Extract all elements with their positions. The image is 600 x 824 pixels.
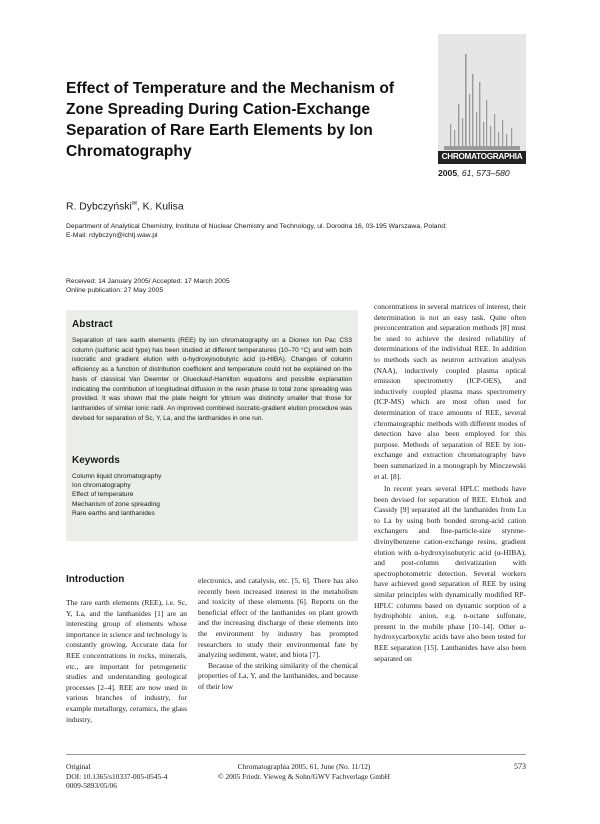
issue-year: 2005 — [438, 168, 458, 178]
page-number: 573 — [514, 762, 526, 771]
keyword-item: Effect of temperature — [72, 491, 134, 499]
affiliation-block — [66, 222, 526, 241]
journal-logo-text: CHROMATOGRAPHIA — [441, 152, 523, 161]
article-type: Original — [66, 762, 91, 771]
footer-divider — [66, 754, 526, 755]
copyright: © 2005 Friedr. Vieweg & Sohn/GWV Fachverlage GmbH — [218, 771, 390, 781]
author-1: R. Dybczyński — [66, 201, 132, 213]
issue-citation — [438, 168, 510, 178]
journal-issue: Chromatographia 2005, 61, June (No. 11/12) — [237, 762, 371, 771]
author-2: K. Kulisa — [142, 201, 184, 213]
contact-email: E-Mail: rdybczyn@ichtj.waw.pl — [66, 232, 158, 240]
footer-journal-info — [214, 762, 394, 781]
doi: DOI: 10.1365/s10337-005-0545-4 — [66, 771, 168, 781]
keyword-item: Column liquid chromatography — [72, 473, 162, 480]
introduction-column-1 — [66, 598, 187, 725]
issn: 0009-5893/05/06 — [66, 781, 117, 791]
introduction-column-2 — [198, 576, 358, 693]
chromatogram-logo-graphic — [438, 34, 526, 164]
body-paragraph: The rare earth elements (REE), i.e. Sc, Y, La, and the lanthanides [1] are an interesting group of elements whose importance in science and technology is constantly growing. Accurate data for REE concentrations in rocks, minerals, etc., are important for petrogenetic studies and understanding geological processes [2–4]. REE are now used in various branches of industry, for example metallurgy, ceramics, the glass industry, — [66, 598, 187, 724]
corresponding-author-envelope-icon: ✉ — [131, 201, 137, 207]
body-paragraph: concentrations in several matrices of interest, their determination is not an easy task. Quite often preconcentration and separation methods [8] must be used to achieve the desired reliability of determinations of the individual REE. In addition to methods such as neutron activation analysis (NAA), inductively coupled plasma optical emission spectrometry (ICP-OES), and inductively coupled plasma mass spectrometry (ICP-MS) which are most often used for determination of trace amounts of REE, several chromatographic methods with different modes of detection have also been employed for this purpose. Methods of separation of REE by ion-exchange and extraction chromatography have been summarized in a monograph by Minczewski et al. [8]. — [374, 302, 526, 481]
body-paragraph: electronics, and catalysis, etc. [5, 6]. There has also recently been increased interest in the metabolism and toxicity of these elements [6]. Reports on the beneficial effect of the lanthanides on plant growth and the increasing discharge of these elements into the environment by industry has prompted researchers to study their environmental fate by analyzing sediment, water, and biota [7]. — [198, 576, 358, 660]
abstract-text: Separation of rare earth elements (REE) by ion chromatography on a Dionex Ion Pac CS3 column (sulfonic acid type) has been studied at different temperatures (10–70 °C) and with both isocratic and gradient elution with α-hydroxyisobutyric acid (α-HIBA). Changes of column efficiency as a function of distribution coefficient and temperature could not be explained on the basis of classical Van Deemter or Glueckauf-Hamilton equations and possible explanation indicating the contribution of longitudinal diffusion in the resin phase to total zone spreading was provided. It was shown that the plate height for yttrium was distinctly smaller that those for lanthanides of similar ionic radii. An improved combined isocratic-gradient elution procedure was devised for separation of Sc, Y, La, and the lanthanides in one run. — [72, 337, 352, 422]
author-list — [66, 200, 184, 212]
author-separator: , — [136, 201, 143, 213]
affiliation: Department of Analytical Chemistry, Institute of Nuclear Chemistry and Technology, ul. Dorodna 16, 03-195 Warszawa, Poland; — [66, 223, 447, 230]
journal-logo — [438, 34, 526, 164]
received-accepted-date: Received: 14 January 2005/ Accepted: 17 March 2005 — [66, 278, 230, 285]
footer-article-info — [66, 762, 167, 791]
right-text-column — [374, 302, 526, 664]
publication-dates — [66, 277, 230, 295]
keyword-list — [72, 472, 352, 518]
issue-volume-pages: , 61, 573–580 — [457, 168, 510, 178]
article-title: Effect of Temperature and the Mechanism of Zone Spreading During Cation-Exchange Separation of Rare Earth Elements by Ion Chromatography — [66, 80, 395, 160]
abstract-heading: Abstract — [72, 319, 113, 330]
keyword-item: Ion chromatography — [72, 482, 131, 490]
introduction-heading: Introduction — [66, 574, 125, 585]
online-publication-date: Online publication: 27 May 2005 — [66, 287, 164, 294]
keywords-heading: Keywords — [72, 455, 120, 466]
keyword-item: Mechanism of zone spreading — [72, 500, 160, 508]
body-paragraph: Because of the striking similarity of the chemical properties of La, Y, and the lanthanides, and because of their low — [198, 660, 358, 691]
keyword-item: Rare earths and lanthanides — [72, 509, 155, 517]
body-paragraph: In recent years several HPLC methods have been devised for separation of REE. Elchuk and Cassidy [9] separated all the lanthanides from Lu to La by using both bonded strong-acid cation exchangers and fine-particle-size styrene-divinylbenzene cation-exchange resins, gradient elution with α-hydroxyisobutyric acid (α-HIBA), and post-column derivatization with spectrophotometric detection. Several workers have achieved good separation of REE by using similar principles with dynamically modified RP-HPLC columns based on dynamic sorption of a hydrophobic anion, e.g. n-octane sulfonate, present in the mobile phase [10–14]. Other α-hydroxycarboxylic acids have also been tested for REE separation [15]. Lanthanides have also been separated on — [374, 484, 526, 663]
keywords-section — [66, 447, 358, 541]
